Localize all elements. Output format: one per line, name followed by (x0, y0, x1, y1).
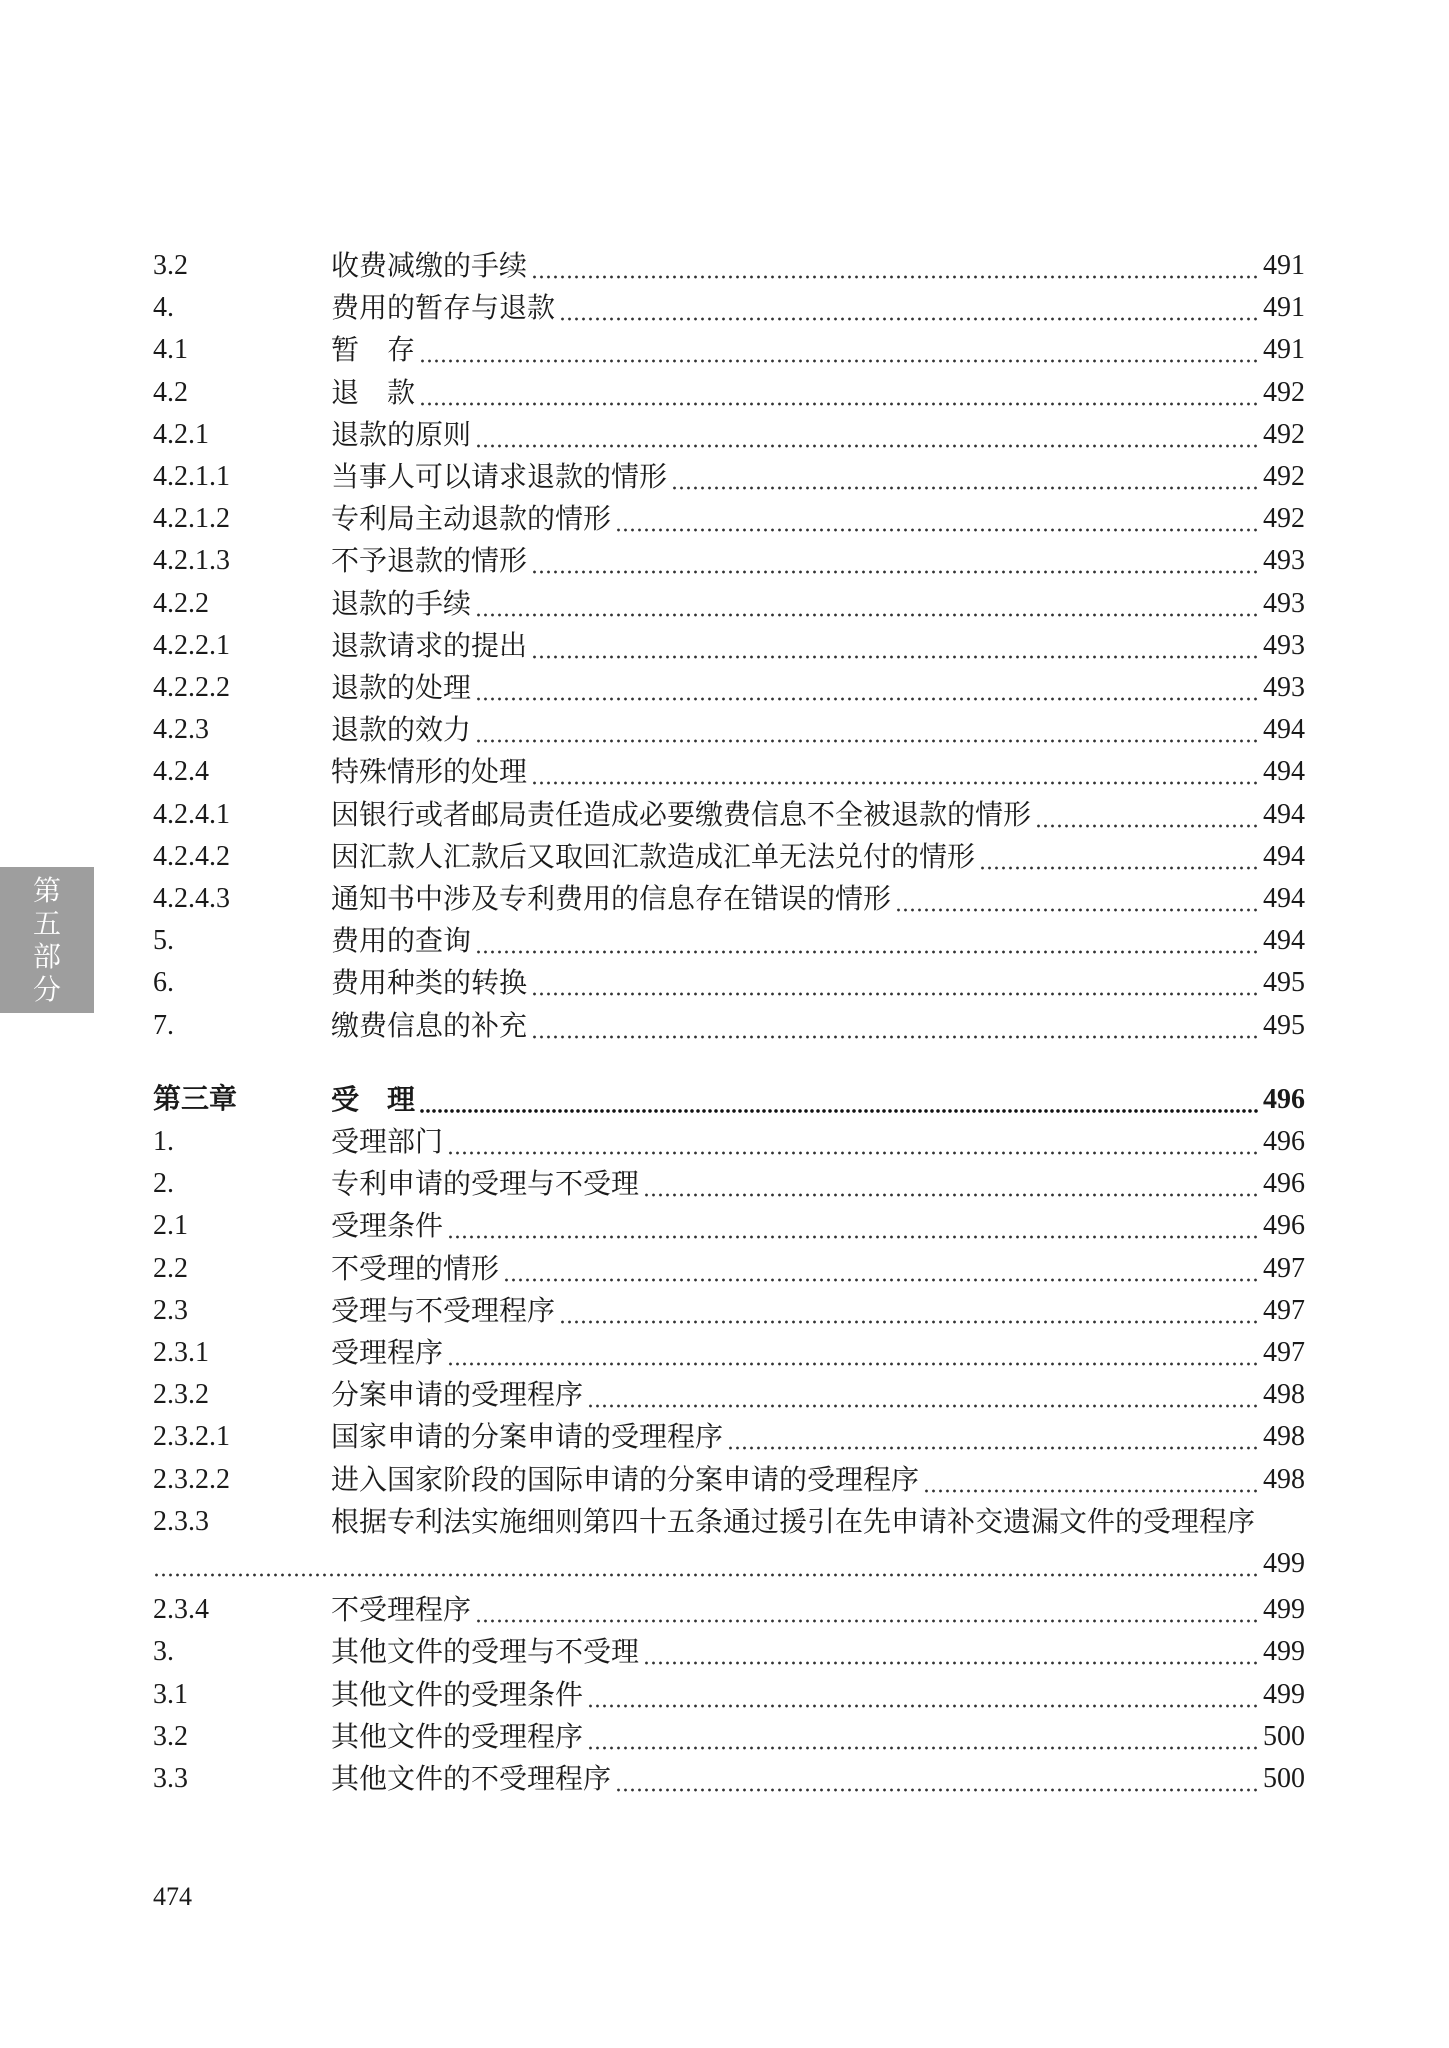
toc-section-number: 2.3.2.1 (153, 1421, 230, 1453)
toc-section-title: 缴费信息的补充 (331, 1008, 528, 1042)
toc-section-number: 2. (153, 1168, 174, 1200)
toc-leader-dots (447, 1128, 1259, 1156)
toc-page-number: 499 (1263, 1636, 1305, 1668)
toc-leader-dots (531, 252, 1259, 280)
toc-leader-dots (475, 716, 1259, 744)
toc-row[interactable] (153, 1164, 1305, 1204)
side-tab-char: 部 (32, 940, 61, 973)
toc-section-title: 受 理 (331, 1082, 416, 1116)
toc-section-title: 其他文件的受理与不受理 (331, 1635, 640, 1669)
toc-leader-dots (475, 927, 1259, 955)
toc-section-number: 6. (153, 967, 174, 999)
toc-row[interactable] (153, 795, 1305, 835)
toc-section-title: 退款的原则 (331, 417, 472, 451)
toc-section-number: 2.3.4 (153, 1594, 209, 1626)
toc-row[interactable] (153, 668, 1305, 708)
toc-leader-dots (615, 1765, 1259, 1793)
toc-row[interactable] (153, 1249, 1305, 1289)
toc-section-title: 费用种类的转换 (331, 966, 528, 1000)
toc-row[interactable] (153, 1502, 1305, 1542)
toc-section-number: 第三章 (153, 1083, 238, 1115)
toc-page-number: 495 (1263, 967, 1305, 999)
toc-page-number: 493 (1263, 587, 1305, 619)
toc-row[interactable] (153, 1333, 1305, 1373)
toc-section-title: 退款的处理 (331, 671, 472, 704)
toc-row[interactable] (153, 710, 1305, 750)
toc-page-number: 499 (1263, 1548, 1305, 1579)
toc-page-number: 493 (1263, 545, 1305, 577)
toc-section-title: 退款的效力 (331, 713, 472, 747)
toc-row[interactable] (153, 1122, 1305, 1162)
toc-leader-dots (419, 336, 1259, 364)
toc-section-number: 4.2.1.3 (153, 545, 230, 577)
toc-section-title: 特殊情形的处理 (331, 755, 528, 789)
toc-section-number: 4.2.3 (153, 714, 209, 746)
toc-section-number: 2.3.2 (153, 1379, 209, 1411)
toc-section-title: 受理与不受理程序 (331, 1293, 556, 1327)
toc-leader-dots (587, 1723, 1259, 1751)
toc-row[interactable] (153, 1717, 1305, 1757)
toc-section-number: 7. (153, 1009, 174, 1041)
toc-leader-dots (475, 674, 1259, 702)
toc-section-number: 4. (153, 292, 174, 324)
toc-page-number: 500 (1263, 1720, 1305, 1752)
toc-section-number: 4.2.2.2 (153, 672, 230, 703)
toc-leader-dots (531, 547, 1259, 575)
toc-page-number: 494 (1263, 714, 1305, 746)
toc-leader-dots (1035, 801, 1259, 829)
toc-page-number: 491 (1263, 334, 1305, 366)
toc-section-title: 因汇款人汇款后又取回汇款造成汇单无法兑付的情形 (331, 839, 976, 873)
toc-row[interactable] (153, 752, 1305, 792)
toc-page-number: 494 (1263, 883, 1305, 914)
toc-page-number: 499 (1263, 1678, 1305, 1710)
toc-row[interactable] (153, 584, 1305, 624)
toc-page-number: 494 (1263, 925, 1305, 957)
toc-page-number: 496 (1263, 1210, 1305, 1242)
toc-row[interactable] (153, 1590, 1305, 1630)
toc-row[interactable] (153, 288, 1305, 328)
toc-section-number: 3.2 (153, 250, 188, 281)
toc-section-number: 4.2.4.3 (153, 883, 230, 914)
toc-section-title: 退款的手续 (331, 586, 472, 620)
toc-row[interactable] (153, 541, 1305, 581)
toc-leader-dots (531, 969, 1259, 997)
toc-section-title: 其他文件的受理程序 (331, 1719, 584, 1753)
toc-page-number: 496 (1263, 1126, 1305, 1157)
toc-section-number: 4.2.4.1 (153, 798, 230, 830)
toc-leader-dots (615, 505, 1259, 533)
toc-leader-dots (643, 1170, 1259, 1198)
side-tab-char: 第 (32, 874, 61, 907)
toc-page-number: 497 (1263, 1337, 1305, 1368)
toc-row[interactable] (153, 963, 1305, 1003)
toc-section-number: 4.1 (153, 334, 188, 366)
toc-section-number: 4.2.1 (153, 418, 209, 450)
toc-leader-dots (503, 1255, 1259, 1283)
toc-page-number: 497 (1263, 1294, 1305, 1326)
toc-row[interactable] (153, 1375, 1305, 1415)
toc-chapter-row[interactable] (153, 1080, 1305, 1120)
toc-section-title: 专利申请的受理与不受理 (331, 1167, 640, 1201)
toc-section-title: 费用的查询 (331, 924, 472, 958)
toc-page-number: 500 (1263, 1763, 1305, 1794)
toc-section-title: 退款请求的提出 (331, 628, 528, 662)
toc-row[interactable] (153, 457, 1305, 497)
toc-row[interactable] (153, 330, 1305, 370)
toc-page-number: 498 (1263, 1463, 1305, 1495)
toc-page-number: 492 (1263, 418, 1305, 450)
toc-row-continuation[interactable] (153, 1544, 1305, 1584)
toc-page-number: 495 (1263, 1009, 1305, 1041)
toc-leader-dots (979, 843, 1259, 871)
toc-section-title: 国家申请的分案申请的受理程序 (331, 1420, 724, 1454)
toc-section-number: 4.2.1.2 (153, 503, 230, 535)
toc-section-title: 不予退款的情形 (331, 544, 528, 578)
toc-page-number: 492 (1263, 376, 1305, 408)
toc-section-number: 4.2.4.2 (153, 840, 230, 872)
toc-leader-dots (531, 632, 1259, 660)
toc-section-title: 专利局主动退款的情形 (331, 502, 612, 536)
toc-section-number: 2.3 (153, 1294, 188, 1326)
toc-page-number: 494 (1263, 756, 1305, 788)
toc-leader-dots (923, 1466, 1259, 1494)
toc-leader-dots (447, 1339, 1259, 1367)
side-tab-char: 五 (32, 907, 61, 940)
page-number: 474 (153, 1882, 192, 1911)
toc-page-number: 492 (1263, 503, 1305, 535)
toc-row[interactable] (153, 837, 1305, 877)
toc-row[interactable] (153, 1632, 1305, 1672)
toc-section-number: 4.2.2.1 (153, 629, 230, 661)
toc-section-title: 通知书中涉及专利费用的信息存在错误的情形 (331, 882, 892, 915)
toc-page-number: 494 (1263, 798, 1305, 830)
toc-leader-dots (419, 379, 1259, 407)
toc-section-title: 费用的暂存与退款 (331, 291, 556, 325)
toc-row[interactable] (153, 1291, 1305, 1331)
toc-row[interactable] (153, 921, 1305, 961)
toc-row[interactable] (153, 1006, 1305, 1046)
toc-leader-dots (419, 1086, 1259, 1114)
toc-section-title: 其他文件的受理条件 (331, 1677, 584, 1711)
toc-page-number: 491 (1263, 292, 1305, 324)
toc-page-number: 491 (1263, 250, 1305, 281)
toc-leader-dots (559, 1297, 1259, 1325)
toc-page-number: 496 (1263, 1083, 1305, 1115)
toc-page-number: 493 (1263, 629, 1305, 661)
toc-row[interactable] (153, 415, 1305, 455)
part-side-tab (0, 867, 94, 1013)
toc-section-title: 当事人可以请求退款的情形 (331, 460, 668, 493)
toc-leader-dots (643, 1638, 1259, 1666)
toc-section-number: 4.2 (153, 376, 188, 408)
toc-page-number: 494 (1263, 840, 1305, 872)
toc-page-number: 497 (1263, 1252, 1305, 1284)
toc-leader-dots (531, 1012, 1259, 1040)
toc-section-title: 根据专利法实施细则第四十五条通过援引在先申请补交遗漏文件的受理程序 (331, 1504, 1256, 1538)
toc-section-number: 3.1 (153, 1678, 188, 1710)
toc-section-number: 3.3 (153, 1763, 188, 1794)
toc-row[interactable] (153, 1759, 1305, 1799)
toc-section-title: 受理条件 (331, 1209, 444, 1243)
toc-section-number: 4.2.4 (153, 756, 209, 788)
toc-row[interactable] (153, 626, 1305, 666)
toc-section-number: 4.2.2 (153, 587, 209, 619)
toc-section-number: 2.3.3 (153, 1505, 209, 1537)
toc-row[interactable] (153, 1675, 1305, 1715)
toc-leader-dots (475, 1596, 1259, 1624)
toc-page-number: 498 (1263, 1421, 1305, 1453)
toc-section-title: 受理程序 (331, 1336, 444, 1369)
side-tab-char: 分 (32, 973, 61, 1006)
toc-page-number: 498 (1263, 1379, 1305, 1411)
toc-row[interactable] (153, 1206, 1305, 1246)
toc-leader-dots (475, 421, 1259, 449)
toc-leader-dots (447, 1212, 1259, 1240)
toc-section-number: 3.2 (153, 1720, 188, 1752)
toc-row[interactable] (153, 879, 1305, 919)
toc-row[interactable] (153, 499, 1305, 539)
toc-page-number: 493 (1263, 672, 1305, 703)
toc-section-number: 2.3.1 (153, 1337, 209, 1368)
toc-section-title: 进入国家阶段的国际申请的分案申请的受理程序 (331, 1462, 920, 1496)
toc-page-number: 499 (1263, 1594, 1305, 1626)
toc-section-title: 收费减缴的手续 (331, 249, 528, 282)
toc-section-title: 受理部门 (331, 1125, 444, 1158)
toc-leader-dots (671, 463, 1259, 491)
toc-leader-dots (895, 885, 1259, 913)
toc-section-title: 暂 存 (331, 333, 416, 367)
toc-section-title: 其他文件的不受理程序 (331, 1762, 612, 1795)
toc-leader-dots (587, 1381, 1259, 1409)
toc-section-title: 退 款 (331, 375, 416, 409)
toc-leader-dots (153, 1550, 1259, 1578)
toc-section-title: 分案申请的受理程序 (331, 1378, 584, 1412)
toc-section-title: 因银行或者邮局责任造成必要缴费信息不全被退款的情形 (331, 797, 1032, 831)
toc-leader-dots (475, 590, 1259, 618)
toc-section-number: 2.2 (153, 1252, 188, 1284)
toc-section-title: 不受理的情形 (331, 1251, 500, 1285)
toc-section-number: 2.3.2.2 (153, 1463, 230, 1495)
toc-row[interactable] (153, 1417, 1305, 1457)
toc-section-number: 3. (153, 1636, 174, 1668)
toc-section-number: 5. (153, 925, 174, 957)
toc-row[interactable] (153, 1460, 1305, 1500)
toc-leader-dots (587, 1681, 1259, 1709)
toc-row[interactable] (153, 246, 1305, 286)
toc-leader-dots (559, 294, 1259, 322)
toc-section-number: 4.2.1.1 (153, 461, 230, 492)
toc-section-number: 1. (153, 1126, 174, 1157)
toc-row[interactable] (153, 373, 1305, 413)
toc-section-number: 2.1 (153, 1210, 188, 1242)
toc-page-number: 492 (1263, 461, 1305, 492)
toc-leader-dots (727, 1423, 1259, 1451)
toc-leader-dots (531, 758, 1259, 786)
toc-section-title: 不受理程序 (331, 1593, 472, 1627)
toc-page-number: 496 (1263, 1168, 1305, 1200)
